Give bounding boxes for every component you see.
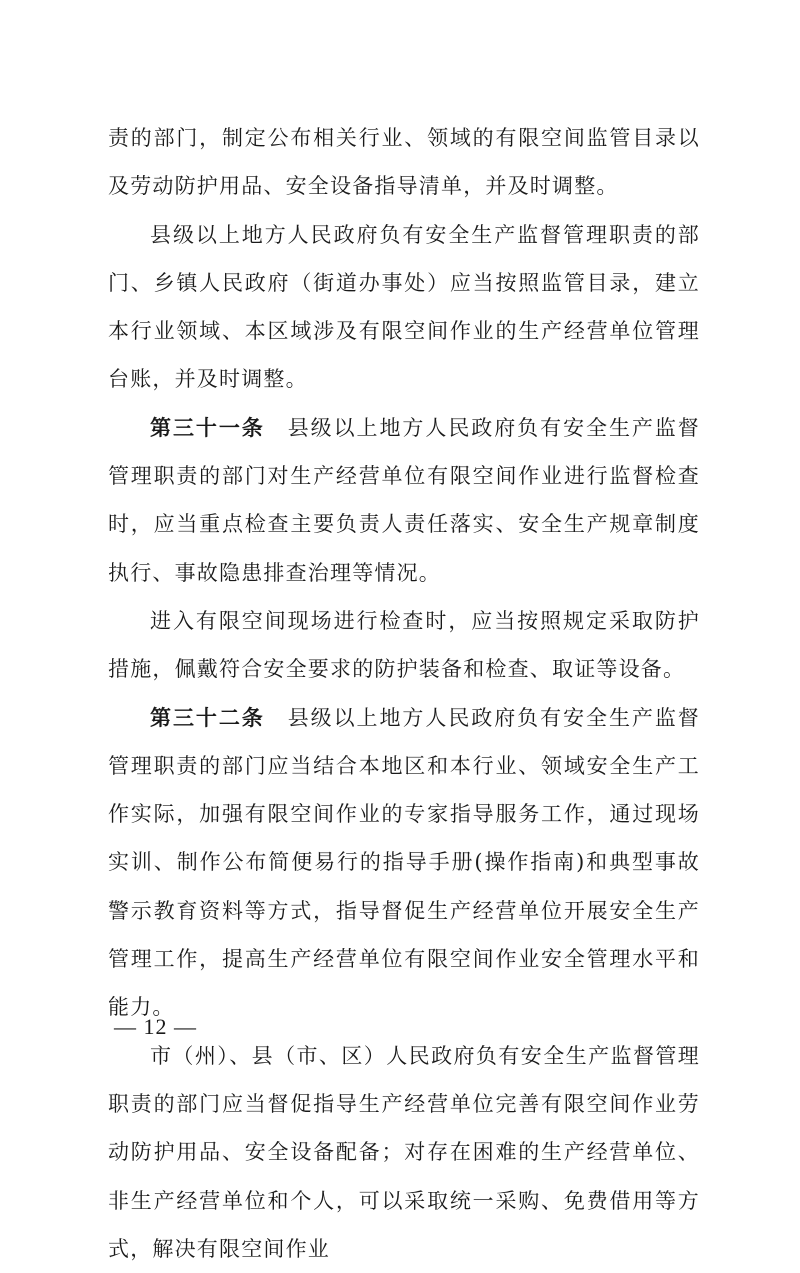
paragraph-text: 市（州）、县（市、区）人民政府负有安全生产监督管理职责的部门应当督促指导生产经营单位完善有限空间作业劳动防护用品、安全设备配备；对存在困难的生产经营单位、非生产经营单位和个人，可以采取统一采购、免费借用等方式，解决有限空间作业 <box>108 1043 700 1261</box>
page-number: — 12 — <box>114 1014 197 1039</box>
article-31 <box>108 404 700 597</box>
paragraph-ledger <box>108 211 700 404</box>
paragraph-text: 县级以上地方人民政府负有安全生产监督管理职责的部门应当结合本地区和本行业、领域安全生产工作实际，加强有限空间作业的专家指导服务工作，通过现场实训、制作公布简便易行的指导手册(操作指南)和典型事故警示教育资料等方式，指导督促生产经营单位开展安全生产管理工作，提高生产经营单位有限空间作业安全管理水平和能力。 <box>108 705 700 1020</box>
article-32 <box>108 694 700 1032</box>
paragraph-inspection <box>108 597 700 694</box>
article-number: 第三十一条 <box>150 414 265 440</box>
paragraph-continuation <box>108 114 700 211</box>
document-body <box>108 114 700 1273</box>
paragraph-text: 县级以上地方人民政府负有安全生产监督管理职责的部门、乡镇人民政府（街道办事处）应当按照监管目录，建立本行业领域、本区域涉及有限空间作业的生产经营单位管理台账，并及时调整。 <box>108 222 700 392</box>
paragraph-text: 责的部门，制定公布相关行业、领域的有限空间监管目录以及劳动防护用品、安全设备指导清单，并及时调整。 <box>108 126 700 199</box>
paragraph-equipment <box>108 1032 700 1273</box>
article-number: 第三十二条 <box>150 704 265 730</box>
paragraph-text: 县级以上地方人民政府负有安全生产监督管理职责的部门对生产经营单位有限空间作业进行监督检查时，应当重点检查主要负责人责任落实、安全生产规章制度执行、事故隐患排查治理等情况。 <box>108 415 700 585</box>
paragraph-text: 进入有限空间现场进行检查时，应当按照规定采取防护措施，佩戴符合安全要求的防护装备和检查、取证等设备。 <box>108 608 700 682</box>
